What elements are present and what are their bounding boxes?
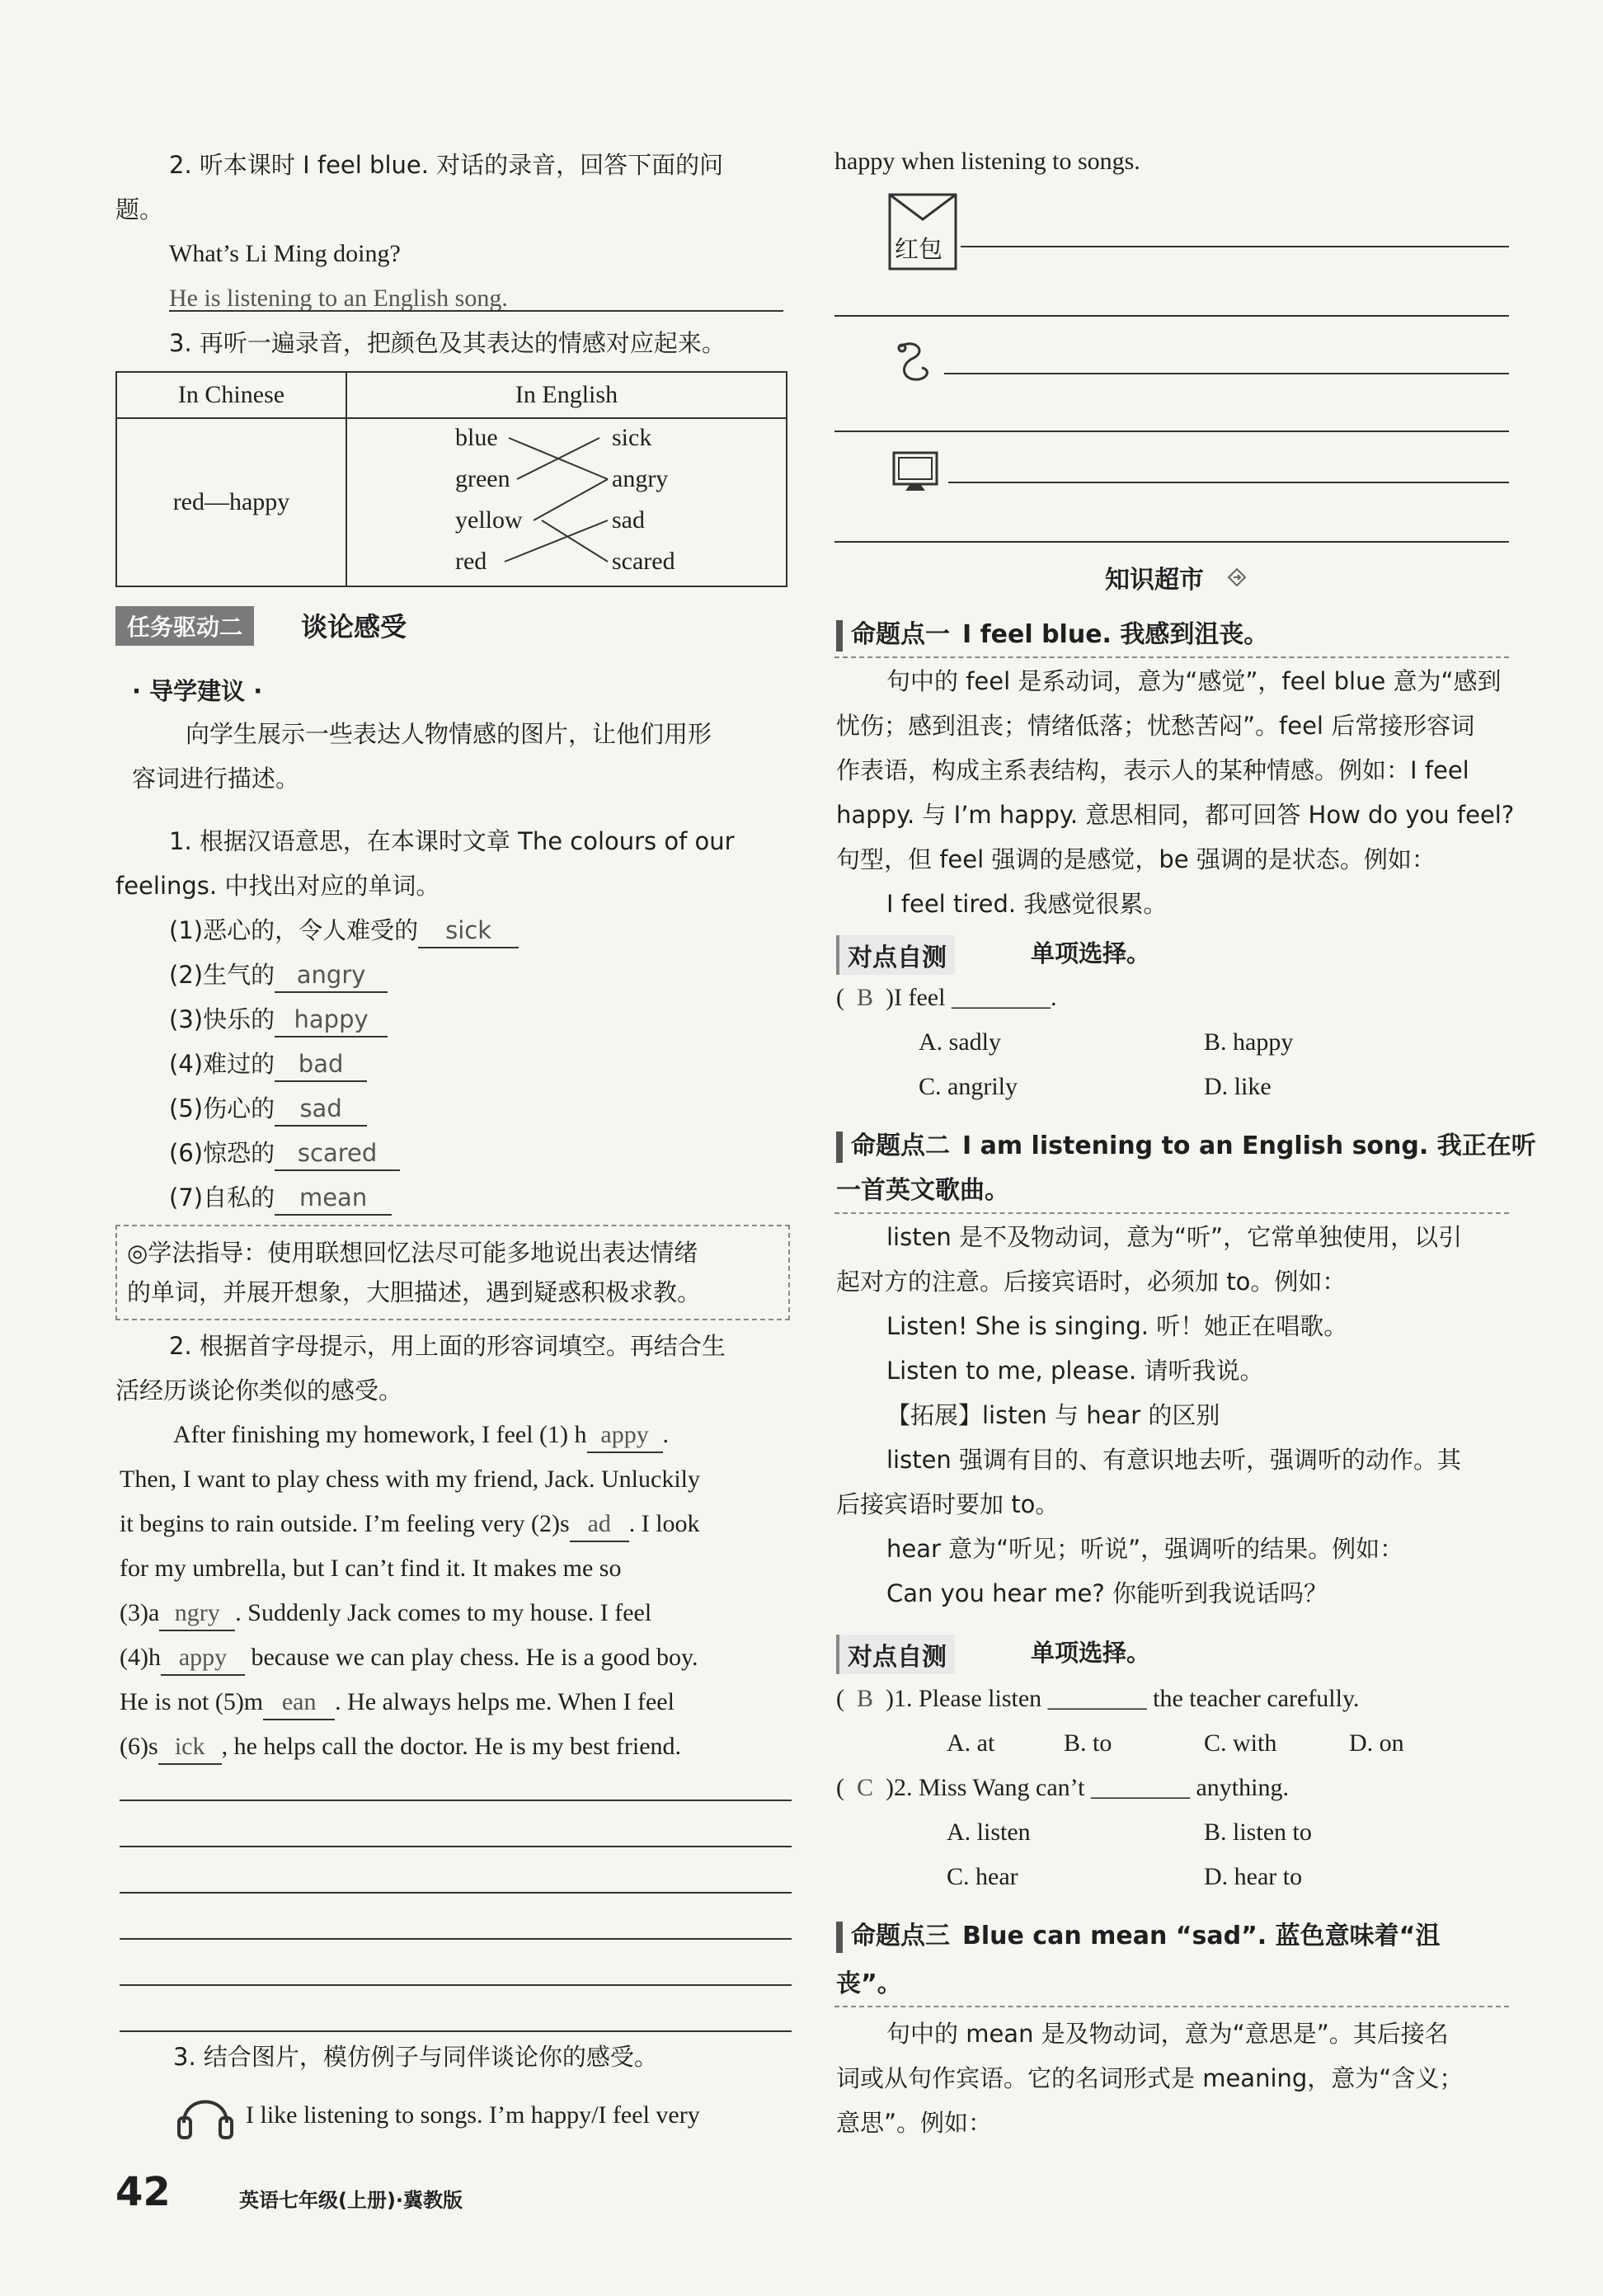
point1-line4: happy. 与 I’m happy. 意思相同，都可回答 How do you feel?	[836, 801, 1515, 829]
point2-line2: 起对方的注意。后接宾语时，必须加 to。例如：	[836, 1268, 1347, 1296]
check2-option-b[interactable]: B. to	[1064, 1729, 1112, 1757]
point3-line1: 句中的 mean 是及物动词，意为“意思是”。其后接名	[886, 2020, 1449, 2048]
point3-line3: 意思”。例如：	[836, 2109, 993, 2137]
headphones-icon	[176, 2087, 235, 2141]
answer-line-snake[interactable]	[944, 373, 1509, 374]
passage-line7: He is not (5)m ean . He always helps me. When I feel	[120, 1686, 675, 1720]
study-tip-box	[115, 1225, 790, 1320]
check1-option-a[interactable]: A. sadly	[919, 1028, 1001, 1056]
q3-title: 3. 再听一遍录音，把颜色及其表达的情感对应起来。	[169, 329, 726, 357]
point2-line5: 【拓展】listen 与 hear 的区别	[886, 1401, 1220, 1429]
point3-heading	[851, 1920, 1440, 1953]
colour-red: red	[455, 548, 487, 575]
ex2-line1: 2. 根据首字母提示，用上面的形容词填空。再结合生	[169, 1332, 726, 1360]
passage-line5: (3)a ngry . Suddenly Jack comes to my house. I feel	[120, 1597, 651, 1631]
self-check-instruction-1: 单项选择。	[1031, 939, 1151, 967]
check1-option-d[interactable]: D. like	[1204, 1073, 1272, 1100]
match-line-red-sad	[505, 520, 608, 562]
ex3-example-continued: happy when listening to songs.	[834, 148, 1140, 175]
ex1-item-3: (3)快乐的 happy	[169, 1003, 388, 1037]
passage-line3: it begins to rain outside. I’m feeling very (2)s ad . I look	[120, 1508, 700, 1542]
writing-line-4[interactable]	[120, 1938, 792, 1940]
point1-example: I feel tired. 我感觉很累。	[886, 890, 1168, 918]
point2-title-line2: 一首英文歌曲。	[836, 1176, 1009, 1205]
point1-line1: 句中的 feel 是系动词，意为“感觉”，feel blue 意为“感到	[886, 667, 1502, 695]
ex1-item-2: (2)生气的 angry	[169, 958, 388, 993]
study-tip-line1: ◎学法指导：使用联想回忆法尽可能多地说出表达情绪	[127, 1239, 698, 1267]
task-tag: 任务驱动二	[115, 606, 254, 646]
point1-heading	[851, 619, 1268, 652]
writing-line-5[interactable]	[120, 1984, 792, 1986]
blank-2: ad	[570, 1508, 629, 1542]
writing-line-2[interactable]	[120, 1846, 792, 1847]
blank-6: ick	[158, 1730, 222, 1765]
feeling-scared: scared	[612, 548, 675, 575]
point2-label: 命题点二	[851, 1132, 950, 1160]
snake-icon	[891, 338, 933, 386]
ex3-example: I like listening to songs. I’m happy/I feel very	[246, 2101, 700, 2129]
point2-heading	[851, 1130, 1536, 1163]
check3-option-c[interactable]: C. hear	[947, 1863, 1018, 1890]
ex1-line1: 1. 根据汉语意思，在本课时文章 The colours of our	[169, 827, 735, 855]
ex1-answer-3: happy	[275, 1003, 388, 1037]
match-line-yellow-scared	[542, 520, 608, 562]
point3-bar	[836, 1922, 843, 1953]
check1-option-c[interactable]: C. angrily	[919, 1073, 1018, 1100]
point3-title-line1: Blue can mean “sad”. 蓝色意味着“沮	[962, 1922, 1441, 1950]
point1-title: I feel blue. 我感到沮丧。	[962, 620, 1269, 649]
diamond-arrow-icon	[1227, 567, 1247, 587]
point1-line5: 句型，但 feel 强调的是感觉，be 强调的是状态。例如：	[836, 845, 1436, 873]
ex1-answer-1: sick	[418, 914, 519, 948]
ex1-answer-5: sad	[275, 1092, 367, 1127]
ex1-item-5: (5)伤心的 sad	[169, 1092, 367, 1127]
point3-label: 命题点三	[851, 1922, 950, 1950]
knowledge-market-title: 知识超市	[1105, 566, 1204, 595]
point2-line7: 后接宾语时要加 to。	[836, 1490, 1060, 1518]
q2-answer: He is listening to an English song.	[169, 285, 508, 312]
answer-line-tv[interactable]	[948, 482, 1509, 483]
red-envelope-label: 红包	[895, 235, 943, 263]
answer-line-2[interactable]	[834, 315, 1509, 317]
self-check-label-2: 对点自测	[836, 1635, 955, 1674]
match-line-green-sick	[517, 438, 599, 479]
matching-lines	[348, 420, 793, 585]
feeling-sick: sick	[612, 424, 652, 451]
point2-line6: listen 强调有目的、有意识地去听，强调听的动作。其	[886, 1446, 1462, 1474]
writing-line-3[interactable]	[120, 1892, 792, 1894]
table-header-english: In English	[346, 372, 787, 418]
ex1-answer-2: angry	[275, 958, 388, 993]
check2-stem: ( B )1. Please listen ________ the teacher carefully.	[836, 1685, 1360, 1712]
colour-yellow: yellow	[455, 506, 523, 534]
book-title: 英语七年级(上册)·冀教版	[239, 2189, 463, 2212]
passage-line1: After finishing my homework, I feel (1) h appy .	[173, 1419, 669, 1453]
task-title: 谈论感受	[301, 611, 407, 642]
colour-green: green	[455, 465, 510, 492]
self-check-label-1: 对点自测	[836, 935, 955, 975]
blank-4: appy	[161, 1641, 245, 1676]
guide-line1: 向学生展示一些表达人物情感的图片，让他们用形	[186, 720, 712, 748]
passage-line4: for my umbrella, but I can’t find it. It makes me so	[120, 1555, 622, 1582]
point1-label: 命题点一	[851, 620, 950, 649]
guide-line2: 容词进行描述。	[132, 765, 300, 793]
point2-line8: hear 意为“听见；听说”，强调听的结果。例如：	[886, 1535, 1404, 1563]
point1-line2: 忧伤；感到沮丧；情绪低落；忧愁苦闷”。feel 后常接形容词	[836, 712, 1475, 740]
matching-cell	[346, 418, 787, 586]
guide-label: · 导学建议 ·	[132, 677, 263, 705]
q2-question: What’s Li Ming doing?	[169, 240, 401, 267]
check2-answer: B	[857, 1685, 874, 1712]
colour-blue: blue	[455, 424, 498, 451]
point1-bar	[836, 620, 843, 652]
point2-line9: Can you hear me? 你能听到我说话吗？	[886, 1579, 1328, 1607]
ex1-answer-7: mean	[275, 1181, 392, 1216]
check3-answer: C	[857, 1774, 874, 1801]
point3-title-line2: 丧”。	[836, 1969, 902, 1998]
page-number: 42	[115, 2169, 171, 2215]
writing-line-1[interactable]	[120, 1800, 792, 1801]
passage-line6: (4)h appy because we can play chess. He is a good boy.	[120, 1641, 698, 1676]
ex3-title: 3. 结合图片，模仿例子与同伴谈论你的感受。	[173, 2043, 658, 2071]
ex1-item-7: (7)自私的 mean	[169, 1181, 392, 1216]
check1-option-b[interactable]: B. happy	[1204, 1028, 1294, 1056]
point2-title-line1: I am listening to an English song. 我正在听	[962, 1132, 1536, 1160]
passage-line8: (6)s ick , he helps call the doctor. He is my best friend.	[120, 1730, 681, 1765]
table-example: red—happy	[116, 418, 346, 586]
q2-answer-underline	[169, 310, 783, 312]
point3-line2: 词或从句作宾语。它的名词形式是 meaning，意为“含义；	[836, 2064, 1464, 2092]
point2-line4: Listen to me, please. 请听我说。	[886, 1357, 1264, 1385]
ex1-line2: feelings. 中找出对应的单词。	[115, 872, 440, 900]
answer-line-4[interactable]	[834, 430, 1509, 432]
check3-option-a[interactable]: A. listen	[947, 1818, 1031, 1846]
feeling-angry: angry	[612, 465, 669, 492]
point2-divider	[834, 1212, 1509, 1214]
passage-line2: Then, I want to play chess with my friend, Jack. Unluckily	[120, 1466, 701, 1493]
ex2-line2: 活经历谈论你类似的感受。	[115, 1376, 403, 1404]
check2-option-c[interactable]: C. with	[1204, 1729, 1277, 1757]
q2-title-line1: 2. 听本课时 I feel blue. 对话的录音，回答下面的问	[169, 151, 724, 179]
ex1-item-6: (6)惊恐的 scared	[169, 1136, 400, 1171]
point1-line3: 作表语，构成主系表结构，表示人的某种情感。例如：I feel	[836, 756, 1469, 784]
point2-line1: listen 是不及物动词，意为“听”，它常单独使用，以引	[886, 1223, 1463, 1251]
ex1-item-4: (4)难过的 bad	[169, 1047, 367, 1082]
point1-divider	[834, 656, 1509, 658]
check2-option-a[interactable]: A. at	[947, 1729, 995, 1757]
study-tip-line2: 的单词，并展开想象，大胆描述，遇到疑惑积极求教。	[127, 1278, 702, 1306]
self-check-instruction-2: 单项选择。	[1031, 1639, 1151, 1667]
writing-line-6[interactable]	[120, 2030, 792, 2032]
blank-5: ean	[263, 1686, 335, 1720]
tv-icon	[891, 449, 940, 497]
feeling-sad: sad	[612, 506, 645, 534]
check3-option-b[interactable]: B. listen to	[1204, 1818, 1312, 1846]
q2-title-line2: 题。	[115, 195, 164, 223]
point2-line3: Listen! She is singing. 听！她正在唱歌。	[886, 1312, 1348, 1340]
blank-3: ngry	[159, 1597, 235, 1631]
answer-line-6[interactable]	[834, 541, 1509, 543]
ex1-answer-6: scared	[275, 1136, 400, 1171]
ex1-answer-4: bad	[275, 1047, 367, 1082]
check1-stem: ( B )I feel ________.	[836, 984, 1057, 1011]
answer-line-envelope[interactable]	[961, 246, 1509, 247]
match-line-yellow-angry	[534, 479, 608, 520]
check3-option-d[interactable]: D. hear to	[1204, 1863, 1303, 1890]
ex1-item-1: (1)恶心的，令人难受的 sick	[169, 914, 519, 948]
blank-1: appy	[587, 1419, 663, 1453]
colour-feeling-table	[115, 371, 787, 587]
check2-option-d[interactable]: D. on	[1349, 1729, 1404, 1757]
point2-bar	[836, 1132, 843, 1163]
check1-answer: B	[857, 984, 874, 1011]
table-header-chinese: In Chinese	[116, 372, 346, 418]
check3-stem: ( C )2. Miss Wang can’t ________ anything.	[836, 1774, 1289, 1801]
point3-divider	[834, 2006, 1509, 2007]
